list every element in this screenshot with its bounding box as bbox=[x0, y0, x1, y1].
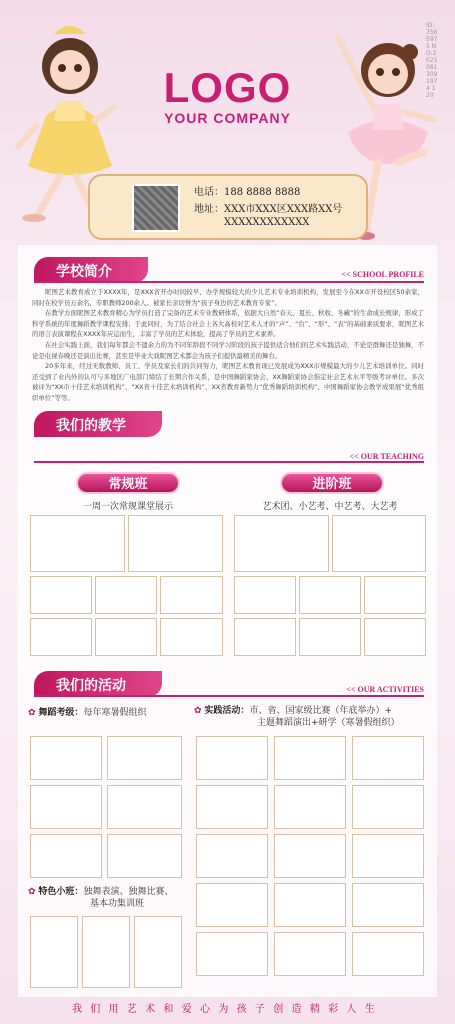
photo-frame bbox=[352, 932, 424, 976]
exam-label: 舞蹈考级： bbox=[38, 708, 84, 718]
section-rule-intro bbox=[34, 281, 424, 283]
photo-frame bbox=[352, 834, 424, 878]
photo-frame bbox=[107, 785, 182, 829]
qr-code bbox=[132, 184, 180, 232]
special-text1: 独舞表演、独舞比赛、 bbox=[83, 887, 174, 897]
practice-label: 实践活动： bbox=[204, 706, 250, 716]
regular-class-desc: 一周一次常规课堂展示 bbox=[82, 502, 173, 512]
intro-paragraph: 昵图艺术教育成立于XXXX年，是XXX省开办时间较早、办学规模较大的少儿艺术专业培训机构，发展至今在XX市开设校区50余家，同时在校学员万余名，专职教师200余人。被家长亲切誉为“孩子身边的艺术教育专家”。 bbox=[32, 288, 424, 307]
practice-activity bbox=[194, 705, 426, 729]
contact-card bbox=[88, 174, 368, 240]
photo-frame bbox=[30, 785, 102, 829]
phone-label: 电话： bbox=[194, 187, 224, 198]
photo-frame bbox=[352, 785, 424, 829]
photo-frame bbox=[30, 834, 102, 878]
section-en-teaching: << OUR TEACHING bbox=[349, 452, 424, 461]
section-en-activities: << OUR ACTIVITIES bbox=[346, 685, 424, 694]
practice-text1: 市、省、国家级比赛（年底举办）+ bbox=[249, 706, 392, 716]
intro-paragraph: 20多年来，经过无数教师、员工、学员及家长们的共同努力，昵图艺术教育现已发展成为XXX市规模最大的少儿艺术培训单位。同时还受到了业内外的认可与多地区广电部门缔结了长期合作关系，是中国舞蹈家协会、XX舞蹈家协会指定社会艺术水平等级考评单位。多次被评为“XX市十佳艺术培训机构”、“XX省十佳艺术培训机构”、XX省教育新势力“优秀舞蹈培训机构”、中国舞蹈家协会教学成果展“优秀组织单位”等等。 bbox=[32, 362, 424, 402]
regular-class-badge: 常规班 bbox=[76, 472, 180, 494]
photo-frame bbox=[364, 576, 426, 614]
photo-frame bbox=[128, 515, 223, 572]
photo-frame bbox=[160, 618, 223, 656]
photo-frame bbox=[107, 834, 182, 878]
intro-paragraph: 在教学方面昵图艺术教育精心为学员打造了完备的艺术专业教研体系，依据大自然“春天、夏长、秋收、冬藏”的生命成长规律，形成了科学系统的年度舞蹈教学课程安排；于此同时，为了结合社会上各大高校对艺术人才的“声”、“台”、“形”、“表”的基础素质要求，昵图艺术的语言表演课程在XXXX年应运而生，丰富了学员的艺术体验，提高了学员的艺术素养。 bbox=[32, 309, 424, 339]
photo-frame bbox=[274, 785, 346, 829]
photo-frame bbox=[196, 932, 268, 976]
photo-frame bbox=[196, 736, 268, 780]
flower-icon: ✿ bbox=[28, 887, 36, 897]
photo-frame bbox=[352, 736, 424, 780]
phone-row bbox=[194, 183, 300, 198]
address-line2: XXXXXXXXXXXX bbox=[224, 217, 310, 228]
photo-frame bbox=[299, 618, 361, 656]
intro-paragraph: 在社会实践上面，我们每年都会不遗余力的为不同年龄段不同学习阶段的孩子提供适合他们的艺术实践活动，不论是群舞还是独舞，不论是电视春晚还是演出比赛，甚至是毕业大戏昵图艺术都会为孩子们提供最精美的舞台。 bbox=[32, 340, 424, 360]
section-title-activities: 我们的活动 bbox=[34, 671, 162, 697]
special-label: 特色小班： bbox=[38, 887, 84, 897]
photo-frame bbox=[234, 576, 296, 614]
address-line1: XXX市XXX区XXX路XX号 bbox=[224, 204, 343, 215]
flower-icon: ✿ bbox=[194, 706, 202, 716]
logo-text: LOGO bbox=[163, 64, 292, 111]
address-row bbox=[194, 200, 342, 215]
exam-text: 每年寒暑假组织 bbox=[83, 708, 147, 718]
section-rule-activities bbox=[34, 695, 424, 697]
photo-frame bbox=[30, 576, 92, 614]
photo-frame bbox=[274, 834, 346, 878]
advanced-class-badge: 进阶班 bbox=[280, 472, 384, 494]
footer-slogan: 我们用艺术和爱心为孩子创造精彩人生 bbox=[71, 1004, 384, 1015]
photo-frame bbox=[332, 515, 426, 572]
photo-frame bbox=[234, 618, 296, 656]
section-en-intro: << SCHOOL PROFILE bbox=[341, 270, 424, 279]
photo-frame bbox=[299, 576, 361, 614]
photo-frame bbox=[352, 883, 424, 927]
advanced-class-desc: 艺术团、小艺考、中艺考、大艺考 bbox=[262, 502, 398, 512]
photo-frame bbox=[274, 932, 346, 976]
photo-frame bbox=[82, 916, 130, 988]
flower-icon: ✿ bbox=[28, 708, 36, 718]
section-title-teaching: 我们的教学 bbox=[34, 411, 162, 437]
photo-frame bbox=[364, 618, 426, 656]
photo-frame bbox=[234, 515, 329, 572]
photo-frame bbox=[30, 916, 78, 988]
section-rule-teaching bbox=[34, 461, 424, 463]
practice-text2: 主题舞蹈演出+研学（寒暑假组织） bbox=[257, 718, 400, 728]
section-title-intro: 学校简介 bbox=[34, 257, 148, 283]
photo-frame bbox=[30, 736, 102, 780]
photo-frame bbox=[196, 785, 268, 829]
address-label: 地址： bbox=[194, 204, 224, 215]
image-id-mark: ID:7565975 NO:20250813091974 120 bbox=[426, 22, 438, 99]
photo-frame bbox=[107, 736, 182, 780]
photo-frame bbox=[30, 515, 125, 572]
photo-frame bbox=[95, 576, 157, 614]
special-activity bbox=[28, 886, 188, 910]
intro-text bbox=[32, 287, 424, 404]
photo-frame bbox=[196, 834, 268, 878]
photo-frame bbox=[274, 883, 346, 927]
photo-frame bbox=[134, 916, 182, 988]
exam-activity bbox=[28, 707, 198, 719]
photo-frame bbox=[196, 883, 268, 927]
photo-frame bbox=[160, 576, 223, 614]
photo-frame bbox=[274, 736, 346, 780]
phone-number: 188 8888 8888 bbox=[224, 187, 301, 198]
photo-frame bbox=[30, 618, 92, 656]
company-name: YOUR COMPANY bbox=[164, 110, 291, 126]
photo-frame bbox=[95, 618, 157, 656]
special-text2: 基本功集训班 bbox=[90, 899, 145, 909]
